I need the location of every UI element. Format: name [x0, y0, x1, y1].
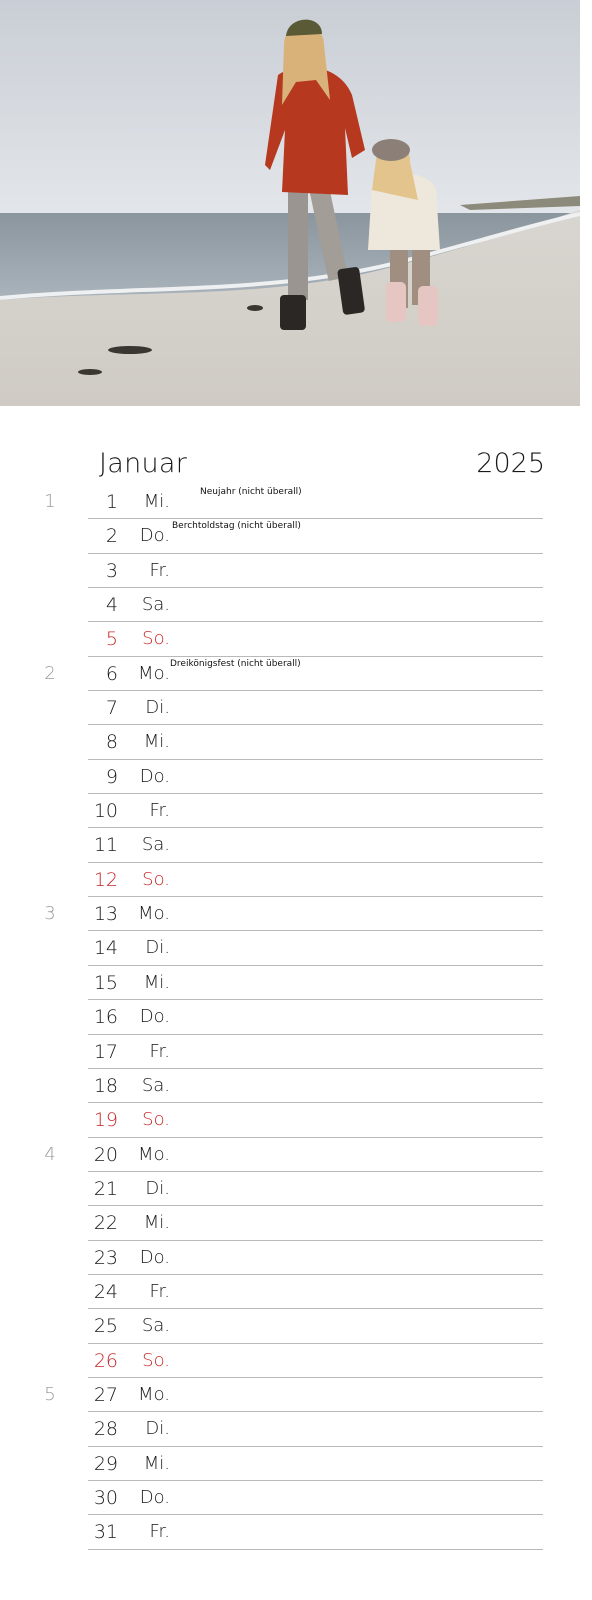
day-row [0, 1412, 592, 1446]
day-number: 12 [93, 868, 118, 891]
day-row [0, 622, 592, 656]
weekday-label: Fr. [149, 1521, 170, 1543]
day-row [0, 1447, 592, 1481]
day-row [0, 931, 592, 965]
weekday-label: Do. [139, 765, 170, 787]
weekday-label: Mi. [143, 491, 170, 512]
weekday-label: Di. [145, 697, 170, 719]
day-number: 5 [105, 628, 118, 651]
day-row [0, 1172, 592, 1206]
day-number: 8 [105, 731, 118, 754]
weekday-label: Mo. [138, 1143, 170, 1165]
day-row [0, 725, 592, 759]
week-number: 4 [44, 1143, 56, 1165]
weekday-label: Mi. [143, 1452, 170, 1474]
weekday-label: Mi. [143, 971, 170, 993]
weekday-label: Mi. [143, 1212, 170, 1234]
week-number: 5 [44, 1383, 56, 1405]
day-row [0, 897, 592, 931]
day-row [0, 1275, 592, 1309]
weekday-label: Di. [145, 1177, 170, 1199]
day-row [0, 966, 592, 1000]
calendar-header [0, 448, 592, 488]
day-row [0, 485, 592, 519]
day-number: 29 [93, 1452, 118, 1475]
day-row [0, 519, 592, 553]
day-number: 25 [93, 1315, 118, 1338]
holiday-note: Berchtoldstag (nicht überall) [172, 521, 301, 532]
weekday-label: Do. [139, 1246, 170, 1268]
beach-photo-illustration [0, 0, 580, 406]
weekday-label: Mo. [138, 903, 170, 925]
day-row [0, 1069, 592, 1103]
weekday-label: Sa. [141, 834, 170, 856]
row-divider [88, 1549, 543, 1550]
day-row [0, 1000, 592, 1034]
day-row [0, 657, 592, 691]
weekday-label: So. [142, 628, 170, 650]
day-number: 31 [93, 1521, 118, 1544]
day-row [0, 1481, 592, 1515]
day-row [0, 588, 592, 622]
day-number: 16 [93, 1006, 118, 1029]
weekday-label: So. [142, 868, 170, 890]
weekday-label: Do. [139, 1006, 170, 1028]
weekday-label: Di. [145, 937, 170, 959]
day-number: 15 [93, 971, 118, 994]
day-row [0, 1515, 592, 1549]
weekday-label: Sa. [141, 1315, 170, 1337]
day-number: 13 [93, 903, 118, 926]
weekday-label: So. [142, 1109, 170, 1131]
day-number: 9 [105, 765, 118, 788]
day-number: 20 [93, 1143, 118, 1166]
day-row [0, 1103, 592, 1137]
day-row [0, 1241, 592, 1275]
day-number: 22 [93, 1212, 118, 1235]
day-number: 30 [93, 1486, 118, 1509]
day-number: 27 [93, 1383, 118, 1406]
day-number: 26 [93, 1349, 118, 1372]
weekday-label: Sa. [141, 594, 170, 616]
weekday-label: Fr. [149, 1280, 170, 1302]
weekday-label: Di. [145, 1418, 170, 1440]
weekday-label: Mo. [138, 1383, 170, 1405]
day-number: 1 [105, 491, 118, 513]
day-number: 28 [93, 1418, 118, 1441]
day-number: 23 [93, 1246, 118, 1269]
weekday-label: Do. [139, 1486, 170, 1508]
day-row [0, 828, 592, 862]
day-row [0, 1378, 592, 1412]
day-number: 11 [93, 834, 118, 857]
day-number: 2 [105, 525, 118, 548]
holiday-note: Neujahr (nicht überall) [200, 487, 302, 497]
week-number: 3 [44, 903, 56, 925]
day-row [0, 554, 592, 588]
weekday-label: Sa. [141, 1074, 170, 1096]
weekday-label: Mi. [143, 731, 170, 753]
day-number: 24 [93, 1280, 118, 1303]
day-row [0, 760, 592, 794]
day-row [0, 863, 592, 897]
weekday-label: Do. [139, 525, 170, 547]
day-row [0, 1206, 592, 1240]
day-number: 3 [105, 559, 118, 582]
weekday-label: Fr. [149, 559, 170, 581]
weekday-label: Fr. [149, 1040, 170, 1062]
week-number: 1 [44, 491, 56, 512]
day-list [0, 485, 592, 1550]
day-row [0, 1309, 592, 1343]
calendar-photo [0, 0, 580, 406]
day-row [0, 1344, 592, 1378]
weekday-label: Mo. [138, 662, 170, 684]
day-number: 18 [93, 1074, 118, 1097]
year-title: 2025 [476, 448, 545, 479]
weekday-label: Fr. [149, 800, 170, 822]
holiday-note: Dreikönigsfest (nicht überall) [170, 658, 301, 669]
day-row [0, 691, 592, 725]
month-title: Januar [99, 448, 188, 479]
day-number: 14 [93, 937, 118, 960]
day-number: 19 [93, 1109, 118, 1132]
weekday-label: So. [142, 1349, 170, 1371]
day-number: 10 [93, 800, 118, 823]
day-number: 7 [105, 697, 118, 720]
day-row [0, 1035, 592, 1069]
week-number: 2 [44, 662, 56, 684]
day-number: 6 [105, 662, 118, 685]
day-number: 21 [93, 1177, 118, 1200]
day-number: 4 [105, 594, 118, 617]
day-row [0, 1138, 592, 1172]
day-row [0, 794, 592, 828]
day-number: 17 [93, 1040, 118, 1063]
